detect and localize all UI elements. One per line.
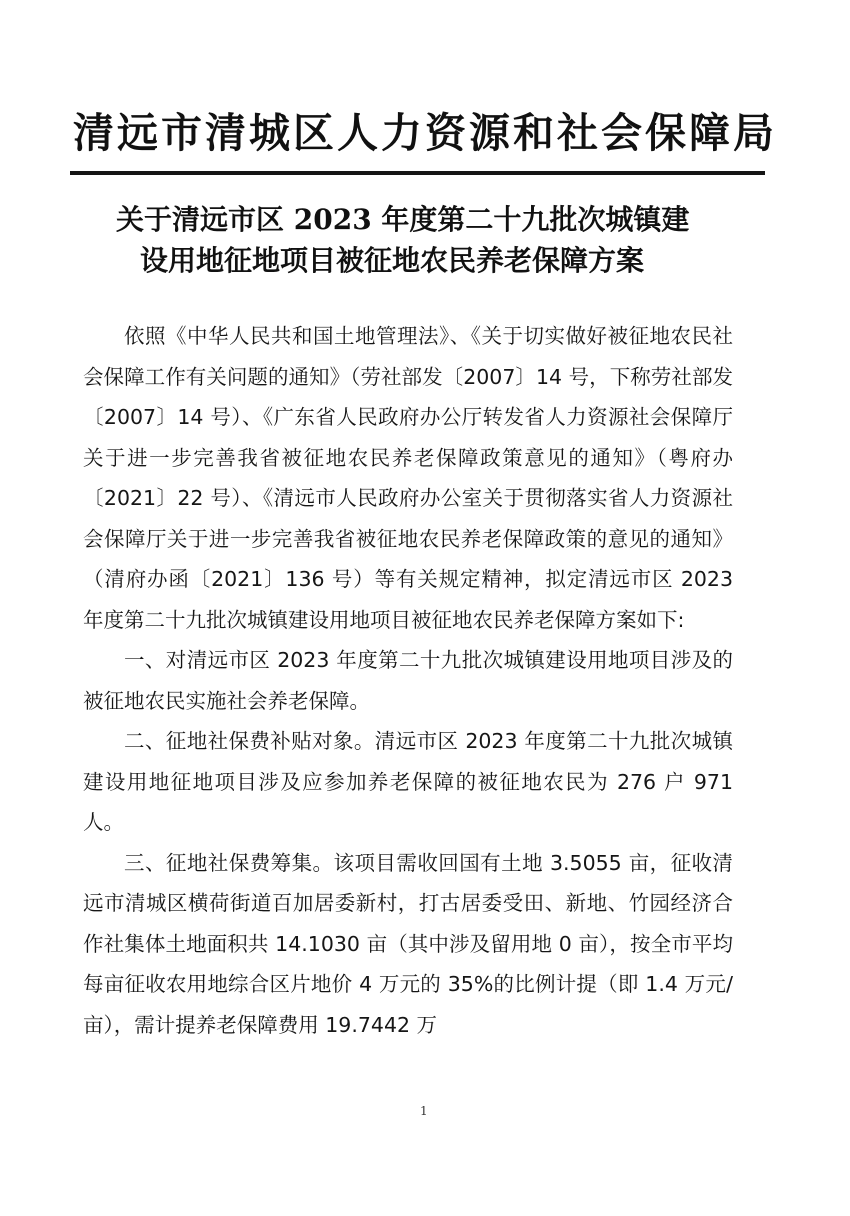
page-number: 1 (420, 1104, 428, 1118)
issuer-header: 清远市清城区人力资源和社会保障局 (73, 109, 777, 157)
paragraph-item-3: 三、征地社保费筹集。该项目需收回国有土地 3.5055 亩，征收清远市清城区横荷街道百加居委新村，打古居委受田、新地、竹园经济合作社集体土地面积共 14.1030 亩（其中涉及留用地 0 亩），按全市平均每亩征收农用地综合区片地价 4 万元的 35%的比例计提（即 1.4 万元/亩），需计提养老保障费用 19.7442 万 (83, 850, 733, 1037)
document-title-line-1: 关于清远市区 2023 年度第二十九批次城镇建 (116, 203, 690, 236)
paragraph-basis: 依照《中华人民共和国土地管理法》、《关于切实做好被征地农民社会保障工作有关问题的通知》（劳社部发〔2007〕14 号，下称劳社部发〔2007〕14 号）、《广东省人民政府办公厅转发省人力资源社会保障厅关于进一步完善我省被征地农民养老保障政策意见的通知》（粤府办〔2021〕22 号）、《清远市人民政府办公室关于贯彻落实省人力资源社会保障厅关于进一步完善我省被征地农民养老保障政策的意见的通知》（清府办函〔2021〕136 号）等有关规定精神，拟定清远市区 2023 年度第二十九批次城镇建设用地项目被征地农民养老保障方案如下: (83, 324, 733, 632)
paragraph-item-1: 一、对清远市区 2023 年度第二十九批次城镇建设用地项目涉及的被征地农民实施社会养老保障。 (83, 648, 733, 713)
header-rule (70, 171, 765, 175)
document-title-line-2: 设用地征地项目被征地农民养老保障方案 (140, 244, 645, 277)
paragraph-item-2: 二、征地社保费补贴对象。清远市区 2023 年度第二十九批次城镇建设用地征地项目涉及应参加养老保障的被征地农民为 276 户 971 人。 (83, 729, 733, 834)
document-body (83, 316, 733, 1045)
